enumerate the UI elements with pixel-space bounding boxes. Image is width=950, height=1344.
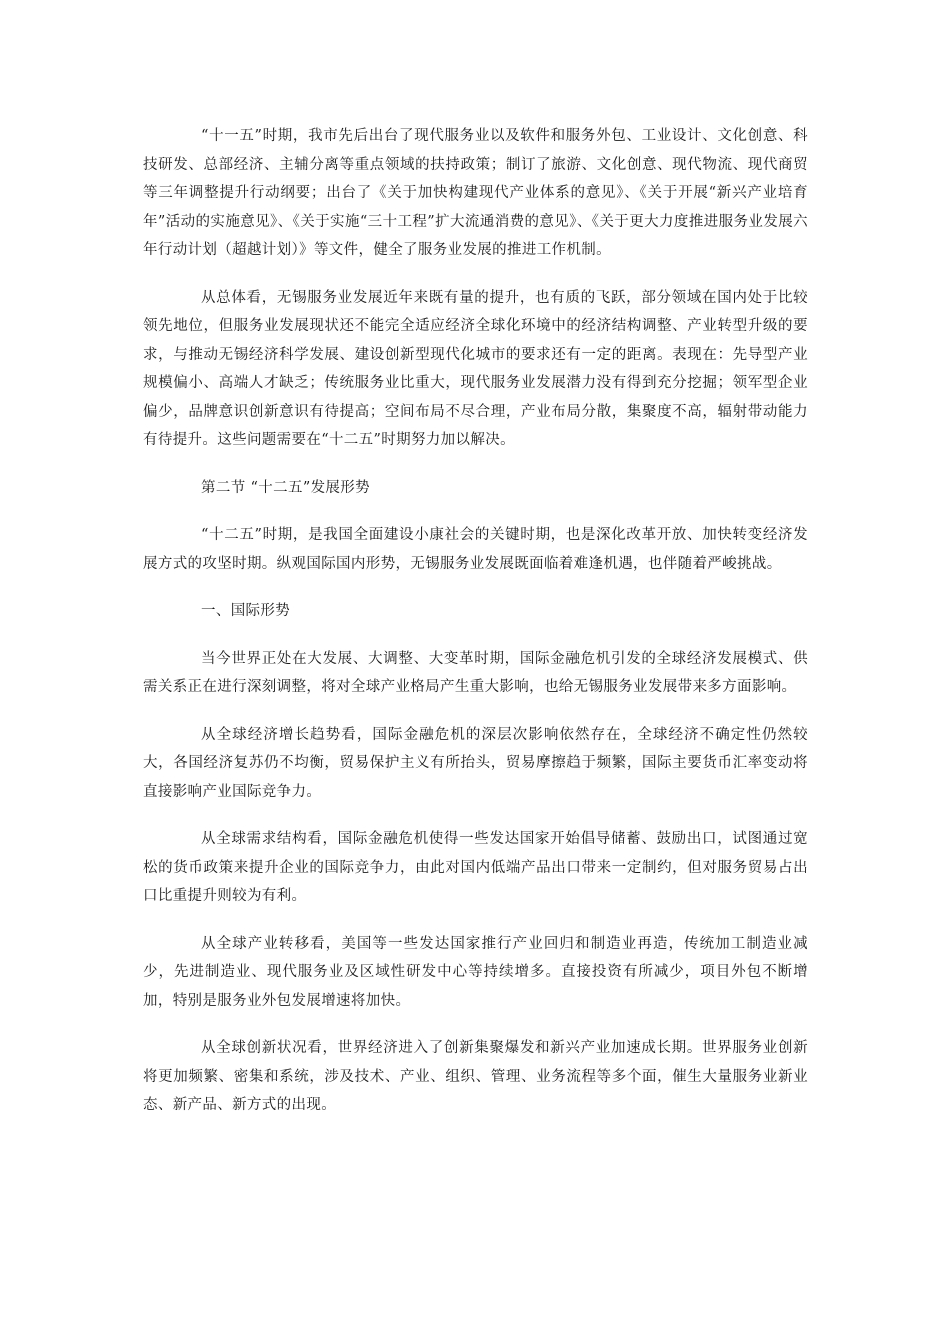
paragraph-global-demand-structure: 从全球需求结构看，国际金融危机使得一些发达国家开始倡导储蓄、鼓励出口，试图通过宽松的货币政策来提升企业的国际竞争力，由此对国内低端产品出口带来一定制约，但对服务贸易占出口比重提升则较为有利。 bbox=[143, 831, 808, 904]
paragraph-overall-assessment: 从总体看，无锡服务业发展近年来既有量的提升，也有质的飞跃，部分领域在国内处于比较领先地位，但服务业发展现状还不能完全适应经济全球化环境中的经济结构调整、产业转型升级的要求，与推动无锡经济科学发展、建设创新型现代化城市的要求还有一定的距离。表现在：先导型产业规模偏小、高端人才缺乏；传统服务业比重大，现代服务业发展潜力没有得到充分挖掘；领军型企业偏少，品牌意识创新意识有待提高；空间布局不尽合理，产业布局分散，集聚度不高，辐射带动能力有待提升。这些问题需要在“十二五”时期努力加以解决。 bbox=[143, 289, 808, 448]
paragraph-eleventh-five-year-policies: “十一五”时期，我市先后出台了现代服务业以及软件和服务外包、工业设计、文化创意、科技研发、总部经济、主辅分离等重点领域的扶持政策；制订了旅游、文化创意、现代物流、现代商贸等三年调整提升行动纲要；出台了《关于加快构建现代产业体系的意见》、《关于开展“新兴产业培育年”活动的实施意见》、《关于实施“三十工程”扩大流通消费的意见》、《关于更大力度推进服务业发展六年行动计划（超越计划）》等文件，健全了服务业发展的推进工作机制。 bbox=[143, 128, 808, 258]
subsection-heading-international-situation: 一、国际形势 bbox=[201, 603, 291, 619]
document-body bbox=[143, 122, 808, 1139]
paragraph-global-industry-transfer: 从全球产业转移看，美国等一些发达国家推行产业回归和制造业再造，传统加工制造业减少，先进制造业、现代服务业及区域性研发中心等持续增多。直接投资有所减少，项目外包不断增加，特别是服务业外包发展增速将加快。 bbox=[143, 935, 808, 1009]
paragraph-world-situation: 当今世界正处在大发展、大调整、大变革时期，国际金融危机引发的全球经济发展模式、供需关系正在进行深刻调整，将对全球产业格局产生重大影响，也给无锡服务业发展带来多方面影响。 bbox=[143, 650, 808, 695]
paragraph-twelfth-five-year-overview: “十二五”时期，是我国全面建设小康社会的关键时期，也是深化改革开放、加快转变经济发展方式的攻坚时期。纵观国际国内形势，无锡服务业发展既面临着难逢机遇，也伴随着严峻挑战。 bbox=[143, 527, 808, 572]
paragraph-global-growth-trend: 从全球经济增长趋势看，国际金融危机的深层次影响依然存在，全球经济不确定性仍然较大，各国经济复苏仍不均衡，贸易保护主义有所抬头，贸易摩擦趋于频繁，国际主要货币汇率变动将直接影响产业国际竞争力。 bbox=[143, 726, 808, 800]
section-heading-development-situation: 第二节 “十二五”发展形势 bbox=[201, 479, 370, 496]
paragraph-global-innovation: 从全球创新状况看，世界经济进入了创新集聚爆发和新兴产业加速成长期。世界服务业创新将更加频繁、密集和系统，涉及技术、产业、组织、管理、业务流程等多个面，催生大量服务业新业态、新产品、新方式的出现。 bbox=[143, 1040, 808, 1113]
